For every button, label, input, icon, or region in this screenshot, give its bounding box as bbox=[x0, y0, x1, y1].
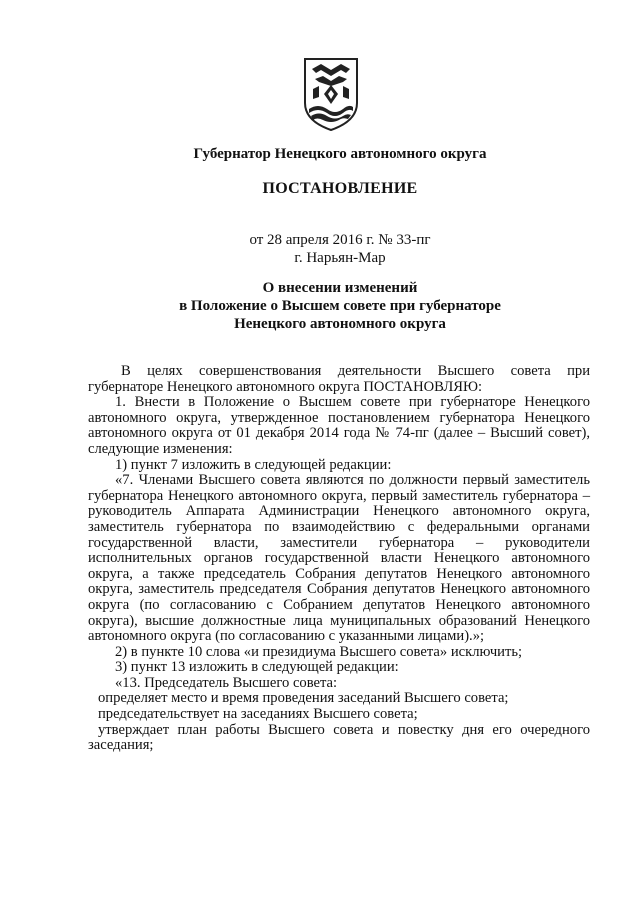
date-and-number: от 28 апреля 2016 г. № 33-пг bbox=[249, 232, 431, 248]
paragraph-subitem-1: 1) пункт 7 изложить в следующей редакции: bbox=[115, 456, 392, 473]
coat-of-arms-emblem bbox=[301, 55, 361, 133]
subject-line-2: в Положение о Высшем совете при губернаторе bbox=[179, 298, 501, 314]
paragraph-duty-3: утверждает план работы Высшего совета и повестку дня его очередного заседания; bbox=[88, 721, 590, 754]
paragraph-clause-7: «7. Членами Высшего совета являются по должности первый заместитель губернатора Ненецкого автономного округа, первый заместитель губернатора – руководитель Аппарата Администрации Ненецкого автономного округа, заместитель губернатора по взаимодействию с федеральными органами государственной власти, заместители губернатора – руководители исполнительных органов государственной власти Ненецкого автономного округа, а также председатель Собрания депутатов Ненецкого автономного округа, заместитель председателя Собрания депутатов Ненецкого автономного округа (по согласованию с Собранием депутатов Ненецкого автономного округа), высшие должностные лица муниципальных образований Ненецкого автономного округа (по согласованию с указанными лицами).»; bbox=[88, 472, 590, 645]
paragraph-duty-1: определяет место и время проведения заседаний Высшего совета; bbox=[98, 690, 509, 707]
subject-line-1: О внесении изменений bbox=[262, 280, 418, 296]
paragraph-clause-13: «13. Председатель Высшего совета: bbox=[115, 674, 338, 691]
paragraph-item-1: 1. Внести в Положение о Высшем совете при губернаторе Ненецкого автономного округа, утвержденное постановлением губернатора Ненецкого автономного округа от 01 декабря 2014 года № 74-пг (далее – Высший совет), следующие изменения: bbox=[88, 394, 590, 457]
document-body bbox=[88, 364, 590, 754]
document-type: ПОСТАНОВЛЕНИЕ bbox=[262, 180, 418, 197]
paragraph-duty-2: председательствует на заседаниях Высшего совета; bbox=[98, 706, 418, 723]
paragraph-preamble: В целях совершенствования деятельности Высшего совета при губернаторе Ненецкого автономного округа ПОСТАНОВЛЯЮ: bbox=[88, 363, 590, 395]
paragraph-subitem-3: 3) пункт 13 изложить в следующей редакции: bbox=[115, 659, 399, 676]
subject-line-3: Ненецкого автономного округа bbox=[234, 316, 446, 332]
city: г. Нарьян-Мар bbox=[294, 250, 386, 266]
issuing-authority: Губернатор Ненецкого автономного округа bbox=[193, 146, 487, 162]
paragraph-subitem-2: 2) в пункте 10 слова «и президиума Высшего совета» исключить; bbox=[115, 643, 523, 660]
